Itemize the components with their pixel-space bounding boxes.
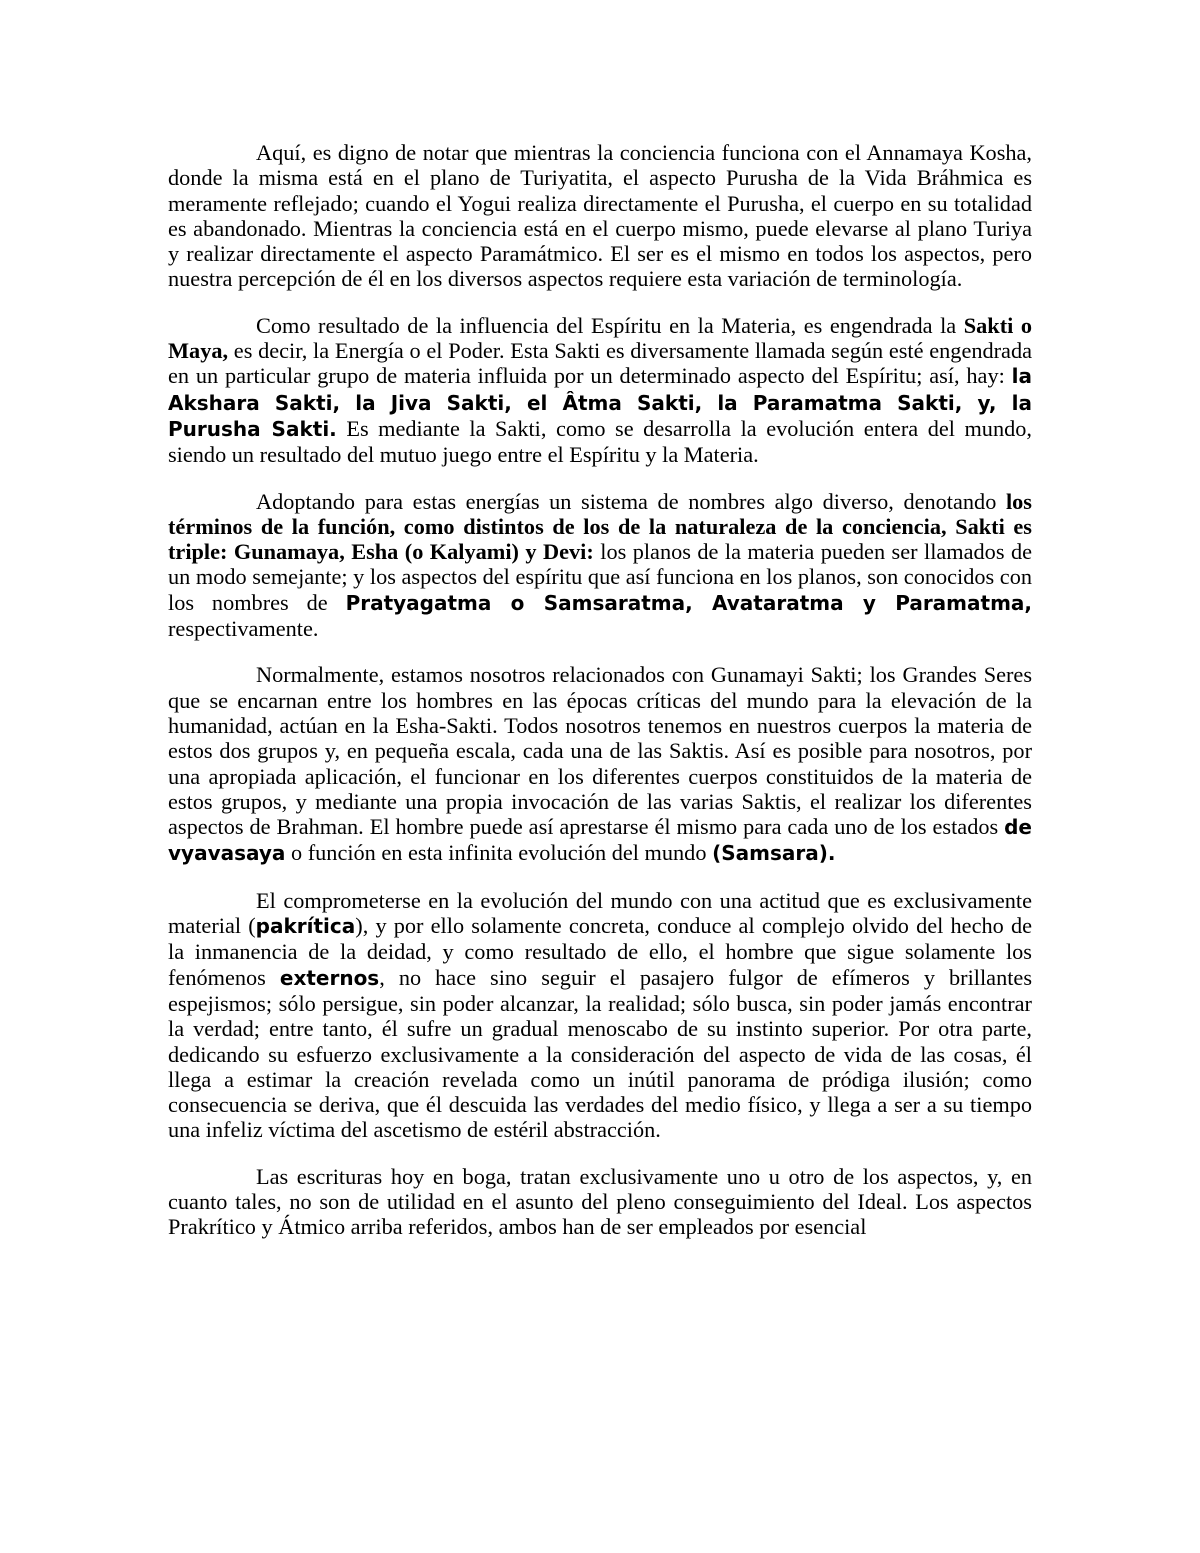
paragraph-5 [168, 888, 1032, 1143]
term-pakritica: pakrítica [255, 914, 356, 939]
paragraph-2 [168, 313, 1032, 468]
term-triple-sakti: los términos de la función, como distintos de los de la naturaleza de la conciencia, Sakti es triple: Gunamaya, Esha (o Kalyami) y Devi: [168, 488, 1032, 565]
term-sakti-o-maya: Sakti o Maya, [168, 312, 1032, 364]
paragraph-3 [168, 489, 1032, 642]
term-externos: externos [279, 965, 380, 990]
paragraph-4-text-a: Normalmente, estamos nosotros relacionados con Gunamayi Sakti; los Grandes Seres que se encarnan entre los hombres en las épocas críticas del mundo para la elevación de la humanidad, actúan en la Esha-Sakti. Todos nosotros tenemos en nuestros cuerpos la materia de estos dos grupos y, en pequeña escala, cada una de las Saktis. Así es posible para nosotros, por una apropiada aplicación, el funcionar en los diferentes cuerpos constituidos de la materia de estos grupos, y mediante una propia invocación de las varias Saktis, el realizar los diferentes aspectos de Brahman. El hombre puede así aprestarse él mismo para cada uno de los estados [168, 662, 1032, 840]
paragraph-3-text-a: Adoptando para estas energías un sistema de nombres algo diverso, denotando [256, 488, 1006, 514]
paragraph-3-text-c: respectivamente. [168, 616, 319, 642]
paragraph-1 [168, 140, 1032, 292]
paragraph-5-text-c: , no hace sino seguir el pasajero fulgor de efímeros y brillantes espejismos; sólo persigue, sin poder alcanzar, la realidad; sólo busca, sin poder jamás encontrar la verdad; entre tanto, él sufre un gradual menoscabo de su instinto superior. Por otra parte, dedicando su esfuerzo exclusivamente a la consideración del aspecto de vida de las cosas, él llega a estimar la creación revelada como un inútil panorama de pródiga ilusión; como consecuencia se deriva, que él descuida las verdades del medio físico, y llega a ser a su tiempo una infeliz víctima del ascetismo de estéril abstracción. [168, 964, 1032, 1143]
paragraph-5-text-a: El comprometerse en la evolución del mundo con una actitud que es exclusivamente material ( [168, 887, 1032, 939]
term-sakti-list: la Akshara Sakti, la Jiva Sakti, el Âtma Sakti, la Paramatma Sakti, y, la Purusha Sakti. [168, 364, 1032, 441]
paragraph-4-text-b: o función en esta infinita evolución del mundo [285, 840, 713, 866]
paragraph-2-text-a: Como resultado de la influencia del Espíritu en la Materia, es engendrada la [256, 312, 964, 338]
document-page [168, 140, 1032, 1261]
paragraph-1-text: Aquí, es digno de notar que mientras la conciencia funciona con el Annamaya Kosha, donde la misma está en el plano de Turiyatita, el aspecto Purusha de la Vida Bráhmica es meramente reflejado; cuando el Yogui realiza directamente el Purusha, el cuerpo en su totalidad es abandonado. Mientras la conciencia está en el cuerpo mismo, puede elevarse al plano Turiya y realizar directamente el aspecto Paramátmico. El ser es el mismo en todos los aspectos, pero nuestra percepción de él en los diversos aspectos requiere esta variación de terminología. [168, 140, 1032, 292]
paragraph-6-text: Las escrituras hoy en boga, tratan exclusivamente uno u otro de los aspectos, y, en cuanto tales, no son de utilidad en el asunto del pleno conseguimiento del Ideal. Los aspectos Prakrítico y Átmico arriba referidos, ambos han de ser empleados por esencial [168, 1163, 1032, 1240]
term-vyavasaya: de vyavasaya [168, 815, 1032, 866]
paragraph-3-text-b: los planos de la materia pueden ser llamados de un modo semejante; y los aspectos del espíritu que así funciona en los planos, son conocidos con los nombres de [168, 539, 1032, 615]
paragraph-5-text-b: ), y por ello solamente concreta, conduce al complejo olvido del hecho de la inmanencia de la deidad, y como resultado de ello, el hombre que sigue solamente los fenómenos [168, 913, 1032, 990]
paragraph-6 [168, 1164, 1032, 1240]
paragraph-4 [168, 662, 1032, 866]
paragraph-2-text-b: es decir, la Energía o el Poder. Esta Sakti es diversamente llamada según esté engendrada en un particular grupo de materia influida por un determinado aspecto del Espíritu; así, hay: [168, 338, 1032, 389]
paragraph-2-text-c: Es mediante la Sakti, como se desarrolla la evolución entera del mundo, siendo un resultado del mutuo juego entre el Espíritu y la Materia. [168, 415, 1032, 468]
term-atma-names: Pratyagatma o Samsaratma, Avataratma y Paramatma, [345, 590, 1033, 615]
term-samsara: (Samsara). [712, 841, 836, 866]
